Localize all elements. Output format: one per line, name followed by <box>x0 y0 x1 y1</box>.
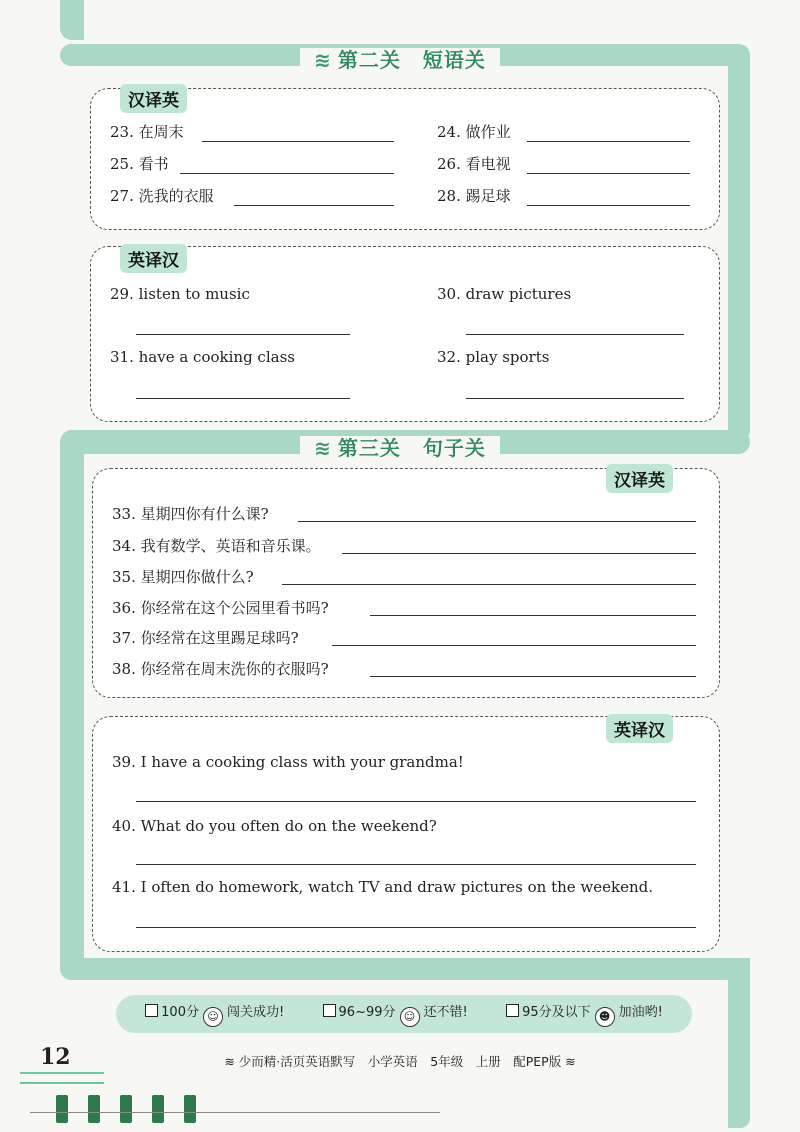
answer-line-26[interactable] <box>527 173 690 174</box>
stage3-cn-en-tag: 汉译英 <box>606 464 673 493</box>
green-track-left <box>60 430 84 980</box>
answer-line-31[interactable] <box>136 398 350 399</box>
item-40: 40. What do you often do on the weekend? <box>112 817 437 835</box>
binding-tab-1 <box>56 1095 68 1123</box>
item-36: 36. 你经常在这个公园里看书吗? <box>112 599 329 617</box>
stage3-title: ≋ 第三关 句子关 <box>0 432 800 461</box>
page-number-waves <box>20 1072 104 1084</box>
stage3-en-cn-tag: 英译汉 <box>606 714 673 743</box>
item-29: 29. listen to music <box>110 285 250 303</box>
item-38: 38. 你经常在周末洗你的衣服吗? <box>112 660 329 678</box>
answer-line-41[interactable] <box>136 927 696 928</box>
smile-face-icon: ☺ <box>400 1007 420 1027</box>
answer-line-37[interactable] <box>332 645 696 646</box>
checkbox-96-99[interactable] <box>323 1004 336 1017</box>
bottom-rule <box>30 1112 440 1113</box>
item-41: 41. I often do homework, watch TV and draw pictures on the weekend. <box>112 878 654 896</box>
wave-icon: ≋ <box>314 48 332 72</box>
answer-line-35[interactable] <box>282 584 696 585</box>
checkbox-100[interactable] <box>145 1004 158 1017</box>
item-35: 35. 星期四你做什么? <box>112 568 254 586</box>
green-track-bottom-right <box>728 958 750 1128</box>
answer-line-39[interactable] <box>136 801 696 802</box>
answer-line-30[interactable] <box>466 334 684 335</box>
binding-tab-2 <box>88 1095 100 1123</box>
green-track-top-left <box>60 0 84 40</box>
happy-face-icon: ☺ <box>203 1007 223 1027</box>
item-23: 23. 在周末 <box>110 123 184 141</box>
answer-line-32[interactable] <box>466 398 684 399</box>
score-bar <box>116 995 692 1033</box>
answer-line-38[interactable] <box>370 676 696 677</box>
binding-tab-3 <box>120 1095 132 1123</box>
item-30: 30. draw pictures <box>437 285 572 303</box>
stage2-title: ≋ 第二关 短语关 <box>0 44 800 73</box>
answer-line-36[interactable] <box>370 615 696 616</box>
item-37: 37. 你经常在这里踢足球吗? <box>112 629 299 647</box>
score-level-3: 95分及以下 ☻ 加油哟! <box>506 1001 663 1027</box>
checkbox-95-below[interactable] <box>506 1004 519 1017</box>
answer-line-40[interactable] <box>136 864 696 865</box>
binding-tab-4 <box>152 1095 164 1123</box>
binding-tab-5 <box>184 1095 196 1123</box>
green-track-right <box>728 44 750 444</box>
item-31: 31. have a cooking class <box>110 348 295 366</box>
green-track-bottom <box>60 958 750 980</box>
item-33: 33. 星期四你有什么课? <box>112 505 269 523</box>
answer-line-33[interactable] <box>298 521 696 522</box>
answer-line-29[interactable] <box>136 334 350 335</box>
stage2-cn-en-tag: 汉译英 <box>120 84 187 113</box>
answer-line-24[interactable] <box>527 141 690 142</box>
item-39: 39. I have a cooking class with your grandma! <box>112 753 464 771</box>
page-number: 12 <box>40 1044 71 1070</box>
item-34: 34. 我有数学、英语和音乐课。 <box>112 537 321 555</box>
item-26: 26. 看电视 <box>437 155 511 173</box>
score-level-2: 96~99分 ☺ 还不错! <box>323 1001 468 1027</box>
wave-icon: ≋ <box>314 436 332 460</box>
item-28: 28. 踢足球 <box>437 187 511 205</box>
answer-line-23[interactable] <box>202 141 394 142</box>
answer-line-28[interactable] <box>527 205 690 206</box>
item-32: 32. play sports <box>437 348 550 366</box>
item-24: 24. 做作业 <box>437 123 511 141</box>
item-25: 25. 看书 <box>110 155 169 173</box>
answer-line-34[interactable] <box>342 553 696 554</box>
stage2-en-cn-tag: 英译汉 <box>120 244 187 273</box>
item-27: 27. 洗我的衣服 <box>110 187 214 205</box>
answer-line-25[interactable] <box>180 173 394 174</box>
cheer-face-icon: ☻ <box>595 1007 615 1027</box>
answer-line-27[interactable] <box>234 205 394 206</box>
score-level-1: 100分 ☺ 闯关成功! <box>145 1001 284 1027</box>
footer-text: ≋ 少而精·活页英语默写 小学英语 5年级 上册 配PEP版 ≋ <box>224 1054 576 1069</box>
